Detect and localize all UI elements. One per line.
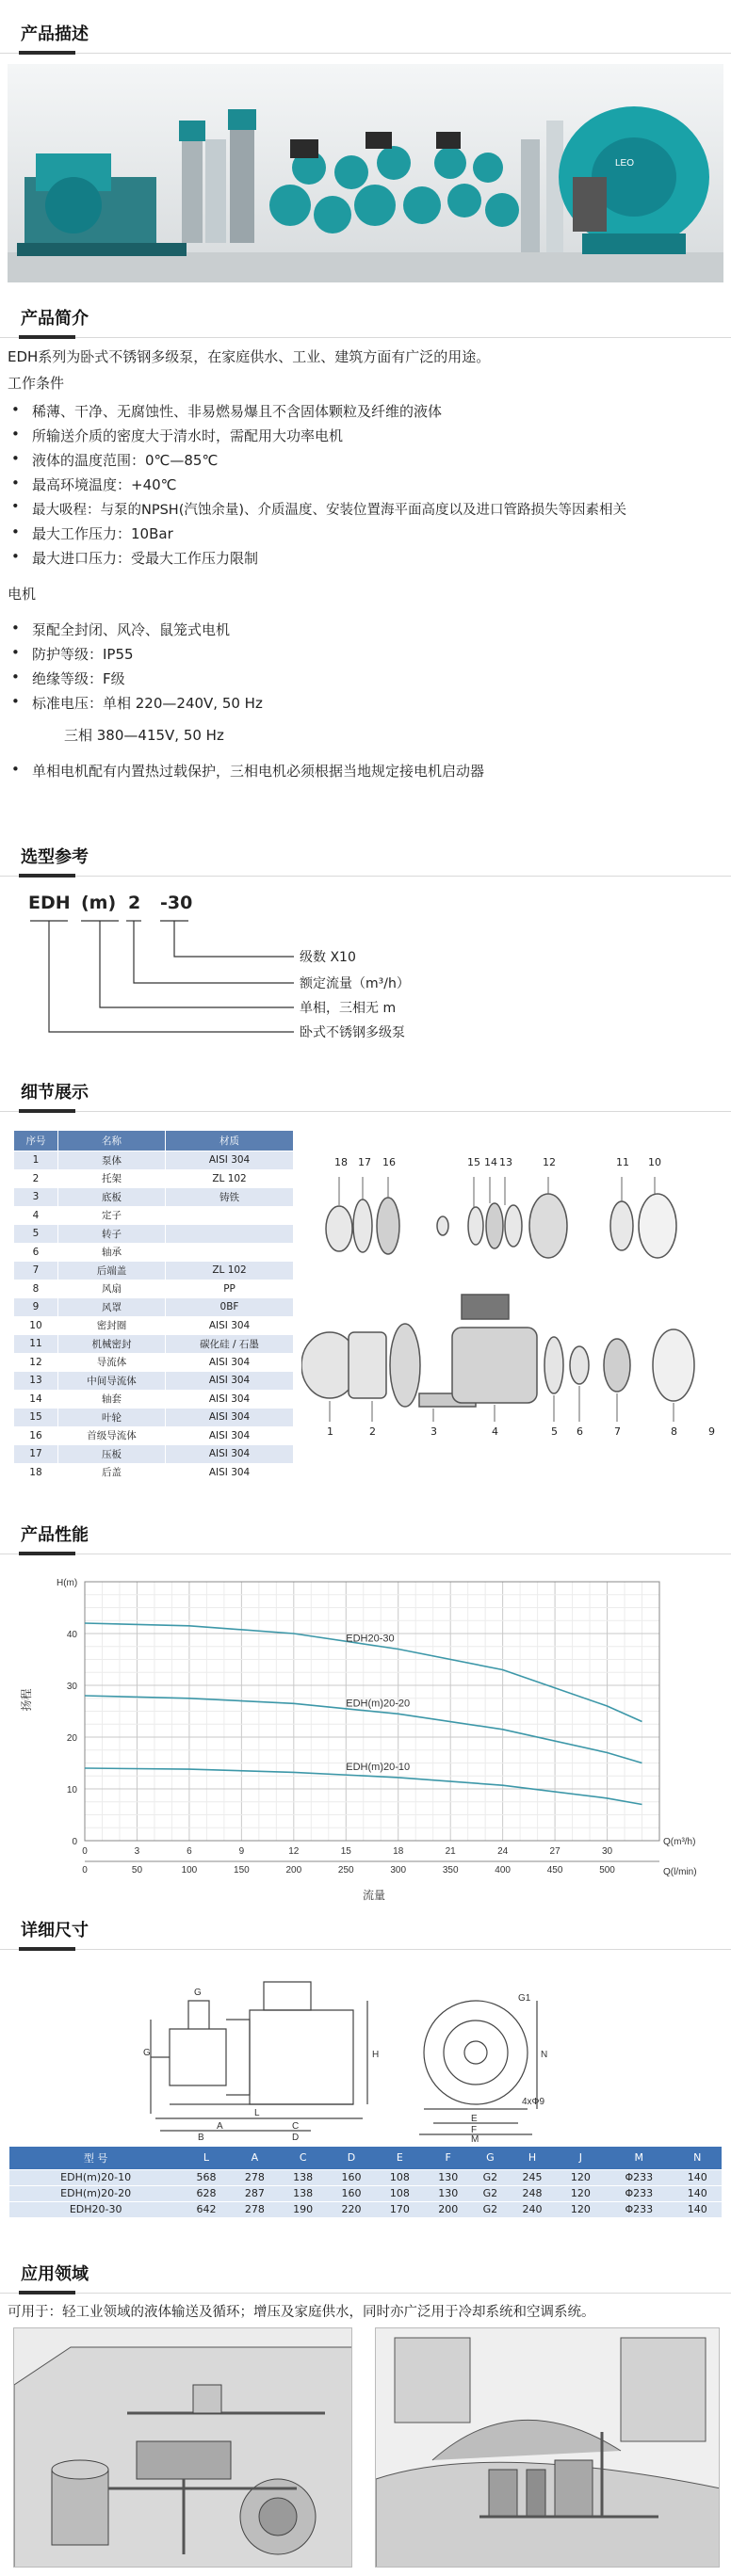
model-code-part: -30 xyxy=(160,893,193,913)
application-image-industrial xyxy=(13,2327,352,2568)
dims-table-cell: EDH20-30 xyxy=(9,2201,182,2217)
y-tick-label: 0 xyxy=(72,1837,77,1847)
parts-table-cell: AISI 304 xyxy=(166,1426,294,1445)
parts-table-cell: ZL 102 xyxy=(166,1169,294,1188)
parts-table-cell: 机械密封 xyxy=(57,1335,165,1354)
dims-header-cell: F xyxy=(424,2147,472,2169)
dims-header-cell: 型 号 xyxy=(9,2147,182,2169)
parts-table-cell: 17 xyxy=(14,1445,58,1464)
parts-table-cell: ZL 102 xyxy=(166,1262,294,1280)
dims-table-cell: 120 xyxy=(557,2169,605,2185)
parts-table-cell: 底板 xyxy=(57,1188,165,1207)
x2-tick-label: 100 xyxy=(181,1865,198,1876)
condition-item: • 所输送介质的密度大于清水时，需配用大功率电机 xyxy=(13,426,343,445)
dimension-drawing xyxy=(141,1963,593,2142)
x2-tick-label: 150 xyxy=(234,1865,250,1876)
parts-table-cell: AISI 304 xyxy=(166,1316,294,1335)
dims-table-cell: Φ233 xyxy=(605,2201,674,2217)
dim-label: F xyxy=(471,2125,478,2135)
dims-table-cell: G2 xyxy=(472,2185,508,2201)
parts-table-row xyxy=(14,1390,294,1409)
condition-item: • 最高环境温度：+40℃ xyxy=(13,475,177,494)
x2-tick-label: 0 xyxy=(82,1865,88,1876)
parts-table-cell: 密封圈 xyxy=(57,1316,165,1335)
parts-table-cell: 风罩 xyxy=(57,1298,165,1317)
parts-table-cell: 轴套 xyxy=(57,1390,165,1409)
y-tick-label: 40 xyxy=(66,1630,77,1640)
application-image-building xyxy=(375,2327,720,2568)
y-tick-label: 20 xyxy=(66,1733,77,1744)
dims-header-cell: G xyxy=(472,2147,508,2169)
parts-table-row xyxy=(14,1316,294,1335)
section-header-application xyxy=(0,2255,731,2296)
intro-summary: EDH系列为卧式不锈钢多级泵，在家庭供水、工业、建筑方面有广泛的用途。 xyxy=(8,348,491,365)
section-title: 详细尺寸 xyxy=(21,1921,89,1940)
section-header-description xyxy=(0,15,731,56)
parts-table-row xyxy=(14,1353,294,1372)
conditions-label: 工作条件 xyxy=(8,375,65,392)
y-tick-label: 10 xyxy=(66,1785,77,1795)
model-legend-item: 单相，三相无 m xyxy=(300,1001,397,1016)
series-label: EDH(m)20-10 xyxy=(346,1761,411,1773)
parts-table-cell: 定子 xyxy=(57,1206,165,1225)
dimensions-table-header xyxy=(9,2147,722,2169)
parts-table xyxy=(13,1130,294,1482)
section-header-intro xyxy=(0,299,731,341)
dims-table-cell: 568 xyxy=(182,2169,230,2185)
parts-table-row xyxy=(14,1372,294,1391)
industrial-illustration xyxy=(14,2328,352,2568)
motor-item: • 绝缘等级：F级 xyxy=(13,668,125,688)
motor-item: • 防护等级：IP55 xyxy=(13,644,134,664)
dims-table-cell: 138 xyxy=(279,2185,327,2201)
parts-table-row xyxy=(14,1298,294,1317)
condition-item: • 液体的温度范围：0℃—85℃ xyxy=(13,450,218,470)
parts-table-cell: 9 xyxy=(14,1298,58,1317)
section-title: 产品描述 xyxy=(21,24,89,44)
x-tick-label: 15 xyxy=(340,1846,351,1857)
model-code-part: (m) xyxy=(81,893,117,913)
section-title: 应用领域 xyxy=(21,2264,89,2284)
exploded-view-drawing xyxy=(301,1139,725,1469)
parts-table-cell: AISI 304 xyxy=(166,1390,294,1409)
parts-table-row xyxy=(14,1335,294,1354)
parts-table-cell xyxy=(166,1206,294,1225)
dimension-drawing-svg xyxy=(141,1963,593,2142)
x-axis-title: 流量 xyxy=(363,1889,386,1902)
section-title: 产品性能 xyxy=(21,1525,89,1545)
model-code-part: 2 xyxy=(128,893,141,913)
dims-table-cell: 140 xyxy=(674,2185,722,2201)
series-label: EDH20-30 xyxy=(346,1633,395,1645)
dims-table-cell: 240 xyxy=(508,2201,556,2217)
parts-table-row xyxy=(14,1151,294,1170)
condition-item: • 稀薄、干净、无腐蚀性、非易燃易爆且不含固体颗粒及纤维的液体 xyxy=(13,401,442,421)
dims-header-cell: M xyxy=(605,2147,674,2169)
x-tick-label: 12 xyxy=(288,1846,300,1857)
dim-label: G xyxy=(194,1988,202,1998)
model-legend-item: 级数 X10 xyxy=(300,950,356,965)
x-tick-label: 3 xyxy=(134,1846,140,1857)
dims-table-cell: 278 xyxy=(231,2169,279,2185)
dims-table-cell: 628 xyxy=(182,2185,230,2201)
parts-table-cell: 12 xyxy=(14,1353,58,1372)
condition-item: • 最大工作压力：10Bar xyxy=(13,523,173,543)
dim-label: M xyxy=(471,2134,479,2142)
parts-table-row xyxy=(14,1262,294,1280)
dimensions-table xyxy=(9,2147,722,2217)
parts-header-cell: 序号 xyxy=(14,1131,58,1151)
parts-table-cell: AISI 304 xyxy=(166,1409,294,1427)
parts-table-cell: 13 xyxy=(14,1372,58,1391)
y-axis-unit: H(m) xyxy=(57,1578,78,1588)
parts-table-cell: 16 xyxy=(14,1426,58,1445)
dims-table-cell: 138 xyxy=(279,2169,327,2185)
x-tick-label: 6 xyxy=(187,1846,192,1857)
parts-table-cell: 4 xyxy=(14,1206,58,1225)
model-code-part: EDH xyxy=(28,893,71,913)
parts-table-cell: 14 xyxy=(14,1390,58,1409)
dims-table-cell: 642 xyxy=(182,2201,230,2217)
parts-table-cell: 托架 xyxy=(57,1169,165,1188)
dim-label: A xyxy=(217,2121,223,2132)
dim-label: G xyxy=(143,2048,151,2058)
banner-brand: LEO xyxy=(615,158,635,169)
parts-table-cell: 铸铁 xyxy=(166,1188,294,1207)
dims-table-cell: 287 xyxy=(231,2185,279,2201)
dims-table-row xyxy=(9,2201,722,2217)
building-illustration xyxy=(376,2328,720,2568)
dim-label: B xyxy=(198,2133,204,2142)
parts-table-cell: 6 xyxy=(14,1243,58,1262)
parts-table-cell: AISI 304 xyxy=(166,1353,294,1372)
model-code-diagram xyxy=(28,893,424,1053)
dims-table-row xyxy=(9,2185,722,2201)
motor-note: • 单相电机配有内置热过载保护，三相电机必须根据当地规定接电机启动器 xyxy=(13,761,484,781)
dims-table-cell: 200 xyxy=(424,2201,472,2217)
dims-header-cell: D xyxy=(327,2147,375,2169)
x2-tick-label: 300 xyxy=(390,1865,407,1876)
parts-table-cell: 转子 xyxy=(57,1225,165,1244)
x2-tick-label: 250 xyxy=(337,1865,354,1876)
parts-table-cell: AISI 304 xyxy=(166,1151,294,1170)
parts-table-cell: 泵体 xyxy=(57,1151,165,1170)
parts-table-cell xyxy=(166,1225,294,1244)
parts-table-cell: PP xyxy=(166,1280,294,1298)
parts-table-cell: 5 xyxy=(14,1225,58,1244)
product-banner xyxy=(8,64,723,282)
x-tick-label: 27 xyxy=(549,1846,560,1857)
parts-table-cell: AISI 304 xyxy=(166,1463,294,1482)
dims-table-cell: G2 xyxy=(472,2169,508,2185)
dims-table-cell: 140 xyxy=(674,2169,722,2185)
motor-item: • 泵配全封闭、风冷、鼠笼式电机 xyxy=(13,620,230,639)
dims-header-cell: E xyxy=(376,2147,424,2169)
dims-table-cell: 170 xyxy=(376,2201,424,2217)
parts-table-row xyxy=(14,1426,294,1445)
parts-table-row xyxy=(14,1463,294,1482)
parts-table-cell: 首级导流体 xyxy=(57,1426,165,1445)
dim-label: L xyxy=(254,2108,260,2118)
x-axis-unit: Q(m³/h) xyxy=(663,1837,696,1847)
parts-table-cell: 7 xyxy=(14,1262,58,1280)
parts-table-cell: 2 xyxy=(14,1169,58,1188)
parts-header-cell: 材质 xyxy=(166,1131,294,1151)
parts-table-cell: 0BF xyxy=(166,1298,294,1317)
parts-table-row xyxy=(14,1445,294,1464)
x2-tick-label: 450 xyxy=(546,1865,563,1876)
parts-table-cell: 后端盖 xyxy=(57,1262,165,1280)
dims-table-cell: Φ233 xyxy=(605,2169,674,2185)
motor-item: • 标准电压：单相 220—240V, 50 Hz xyxy=(13,693,263,713)
dims-header-cell: L xyxy=(182,2147,230,2169)
parts-table-cell: 导流体 xyxy=(57,1353,165,1372)
dim-label: G1 xyxy=(518,1993,531,2004)
parts-header-cell: 名称 xyxy=(57,1131,165,1151)
dims-table-cell: 120 xyxy=(557,2201,605,2217)
parts-table-row xyxy=(14,1188,294,1207)
dim-label: E xyxy=(471,2114,478,2124)
dims-table-cell: 160 xyxy=(327,2169,375,2185)
dim-label: N xyxy=(541,2050,548,2060)
dims-header-cell: J xyxy=(557,2147,605,2169)
parts-table-cell: 碳化硅 / 石墨 xyxy=(166,1335,294,1354)
dims-table-cell: 120 xyxy=(557,2185,605,2201)
x2-tick-label: 500 xyxy=(599,1865,615,1876)
parts-table-cell: 11 xyxy=(14,1335,58,1354)
parts-table-cell: 风扇 xyxy=(57,1280,165,1298)
section-title: 产品简介 xyxy=(21,309,89,329)
parts-table-cell: 后盖 xyxy=(57,1463,165,1482)
section-title: 细节展示 xyxy=(21,1083,89,1103)
parts-table-cell xyxy=(166,1243,294,1262)
exploded-view: 18 17 16 15 14 13 12 11 10 1 2 3 4 5 6 7 8 9 xyxy=(301,1139,725,1469)
parts-table-header xyxy=(14,1131,294,1151)
parts-table-cell: 轴承 xyxy=(57,1243,165,1262)
dim-label: D xyxy=(292,2133,300,2142)
y-axis-title: 扬程 xyxy=(20,1688,33,1712)
dims-header-cell: H xyxy=(508,2147,556,2169)
dims-table-cell: 278 xyxy=(231,2201,279,2217)
parts-table-row xyxy=(14,1243,294,1262)
x-tick-label: 9 xyxy=(238,1846,245,1857)
performance-chart-svg xyxy=(9,1568,722,1907)
parts-table-cell: 叶轮 xyxy=(57,1409,165,1427)
condition-item: • 最大进口压力：受最大工作压力限制 xyxy=(13,548,258,568)
parts-table-cell: AISI 304 xyxy=(166,1372,294,1391)
parts-table-cell: AISI 304 xyxy=(166,1445,294,1464)
x-tick-label: 30 xyxy=(601,1846,613,1857)
x-tick-label: 21 xyxy=(445,1846,456,1857)
model-legend-item: 卧式不锈钢多级泵 xyxy=(300,1025,405,1040)
dims-table-cell: 248 xyxy=(508,2185,556,2201)
x-tick-label: 18 xyxy=(393,1846,404,1857)
dims-header-cell: C xyxy=(279,2147,327,2169)
parts-table-cell: 18 xyxy=(14,1463,58,1482)
dims-table-cell: 160 xyxy=(327,2185,375,2201)
section-header-selection xyxy=(0,838,731,879)
pump-lineup-image xyxy=(8,64,723,282)
dim-label: 4xΦ9 xyxy=(522,2097,545,2107)
application-text: 可用于：轻工业领域的液体输送及循环；增压及家庭供水，同时亦广泛用于冷却系统和空调系统。 xyxy=(8,2305,595,2320)
series-label: EDH(m)20-20 xyxy=(346,1698,411,1710)
dims-table-cell: EDH(m)20-10 xyxy=(9,2169,182,2185)
parts-table-cell: 3 xyxy=(14,1188,58,1207)
motor-extra: 三相 380—415V, 50 Hz xyxy=(64,727,224,744)
dims-header-cell: N xyxy=(674,2147,722,2169)
y-tick-label: 30 xyxy=(66,1682,77,1692)
parts-table-row xyxy=(14,1225,294,1244)
parts-table-cell: 15 xyxy=(14,1409,58,1427)
dims-table-cell: 220 xyxy=(327,2201,375,2217)
parts-table-row xyxy=(14,1206,294,1225)
x2-tick-label: 350 xyxy=(442,1865,459,1876)
parts-table-cell: 中间导流体 xyxy=(57,1372,165,1391)
x-tick-label: 0 xyxy=(82,1846,88,1857)
x2-tick-label: 400 xyxy=(495,1865,511,1876)
section-title: 选型参考 xyxy=(21,847,89,867)
x2-axis-unit: Q(l/min) xyxy=(663,1867,697,1877)
parts-table-cell: 压板 xyxy=(57,1445,165,1464)
x-tick-label: 24 xyxy=(497,1846,509,1857)
motor-label: 电机 xyxy=(8,586,37,603)
dims-table-cell: 108 xyxy=(376,2185,424,2201)
dims-table-cell: Φ233 xyxy=(605,2185,674,2201)
dims-table-cell: 245 xyxy=(508,2169,556,2185)
section-header-dimensions xyxy=(0,1911,731,1953)
dims-table-cell: 130 xyxy=(424,2169,472,2185)
parts-table-row xyxy=(14,1409,294,1427)
parts-table-cell: 1 xyxy=(14,1151,58,1170)
x2-tick-label: 200 xyxy=(285,1865,302,1876)
dims-table-row xyxy=(9,2169,722,2185)
parts-table-row xyxy=(14,1169,294,1188)
dims-table-cell: 108 xyxy=(376,2169,424,2185)
dims-table-cell: 130 xyxy=(424,2185,472,2201)
dims-table-cell: G2 xyxy=(472,2201,508,2217)
dim-label: C xyxy=(292,2121,300,2132)
dims-table-cell: 190 xyxy=(279,2201,327,2217)
x2-tick-label: 50 xyxy=(131,1865,143,1876)
dims-table-cell: EDH(m)20-20 xyxy=(9,2185,182,2201)
dims-table-cell: 140 xyxy=(674,2201,722,2217)
section-header-performance xyxy=(0,1516,731,1557)
condition-item: • 最大吸程：与泵的NPSH(汽蚀余量)、介质温度、安装位置海平面高度以及进口管路损失等因素相关 xyxy=(13,499,626,519)
parts-table-row xyxy=(14,1280,294,1298)
dims-header-cell: A xyxy=(231,2147,279,2169)
parts-table-cell: 8 xyxy=(14,1280,58,1298)
dim-label: H xyxy=(372,2050,380,2060)
performance-chart xyxy=(9,1568,722,1907)
model-legend-item: 额定流量（m³/h） xyxy=(300,976,410,991)
section-header-details xyxy=(0,1073,731,1115)
parts-table-cell: 10 xyxy=(14,1316,58,1335)
